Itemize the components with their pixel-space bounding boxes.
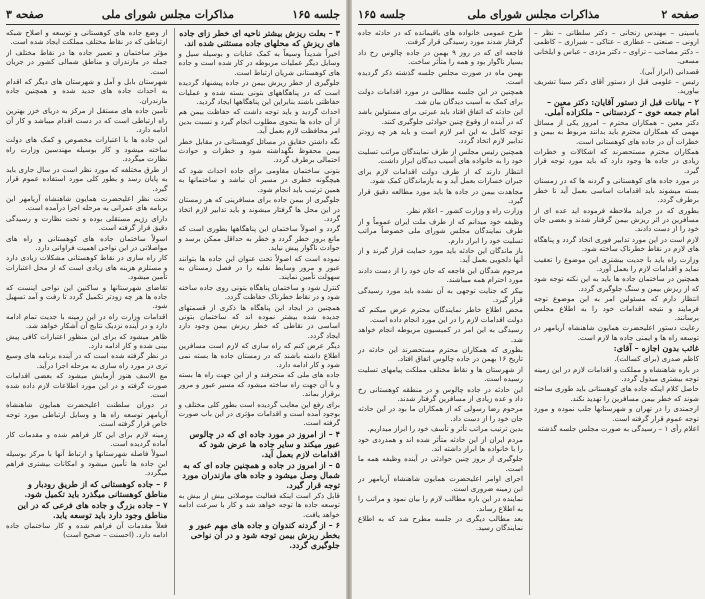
paragraph: نموده است که اصولاً تحت عنوان این جاده ها بتوانند عبور و مرور وسایط نقلیه را در فصل زمستان به سهولت تأمین نمایند. (178, 253, 340, 282)
paragraph: همچنین رئیس مجلس از طرف نمایندگان مراتب تسلیت خود را به خانواده های آسیب دیدگان ابراز داشت. (358, 146, 523, 166)
paragraph: ۷ – جاده بزرگ و جاده های فرعی که در این مناطق وجود دارد باید توسعه یابد. (17, 499, 168, 520)
paragraph: لازم است در این مورد تدابیر فوری اتخاذ گردد و پناهگاه های لازم در نقاط خطرناک ساخته شود. (534, 234, 699, 254)
page-number: صفحه ۲ (661, 7, 699, 21)
paragraph: همچنین در این جلسه مطالبی در مورد اقدامات دولت برای کمک به آسیب دیدگان بیان شد. (358, 87, 523, 106)
paragraph: از شهرستان ها و نقاط مختلف مملکت پیامهای تسلیت رسیده است. (358, 364, 523, 384)
paragraph: اسولاً فاصله شهرستانها و ارتباط آنها با مرکز بوسیله این جاده ها تأمین میشود و امکانات بیشتری فراهم میگردد. (6, 449, 168, 478)
paragraph: در دوران سلطنت اعلیحضرت همایون شاهنشاه آریامهر توسعه راه ها و وسایل ارتباطی مورد توجه خاص قرار گرفته است. (6, 400, 168, 429)
paragraph: کاظم صدری (برای کسالت). (614, 354, 699, 364)
paragraph: این حادثه در جاده چالوس و در منطقه کوهستانی رخ داد و عده زیادی از مسافرین گرفتار شدند. (358, 384, 523, 404)
paragraph: انتظار دارم که مسئولین امر به این موضوع توجه فرمایند و نتیجه اقدامات خود را به اطلاع مجلس برسانند. (534, 294, 699, 322)
paragraph: این جاده ها با اعتبارات مخصوص و کمک های دولت ساخته میشود و کار بوسیله مهندسین وزارت راه نظارت میگردد. (6, 135, 168, 164)
page-number: صفحه ۳ (6, 7, 44, 21)
left-page-left-column (6, 28, 168, 595)
paragraph: تقاضای شهرستانها و ساکنین این نواحی اینست که جاده ها هر چه زودتر تکمیل گردد تا رفت و آمد تسهیل شود. (6, 282, 168, 311)
right-page-right-column (529, 28, 699, 595)
paragraph: ظاهر میشود که برای این منظور اعتبارات کافی پیش بینی شده و کار ادامه دارد. (6, 331, 168, 350)
session-number: جلسه ۱۶۵ (358, 7, 406, 21)
paragraph: دکتر معین – همکاران محترم – امروز یکی از مسائل مهمی که همکاران محترم باید بدانند مربوط به بیمن و خطرات آن در جاده های کوهستانی است. (534, 117, 699, 146)
paragraph: مجاهدت بیمن در جاده ها باید مورد مطالعه دقیق قرار گیرد. (358, 186, 523, 205)
paragraph: فعلاً مقدمات آن فراهم شده و کار ساختمان جاده ادامه دارد. (احسنت – صحیح است) (6, 520, 168, 540)
paragraph: یاسینی – مهندس زنجانی – دکتر سلطانی – نظر – ارونی – صنعتی – عطاری – عتاکی – شیرازی – کاظمی – دکتر مصاحب – تراوی – دکتر مژدی – عباس و ایلخانی مسعی. (534, 28, 699, 66)
paragraph: اسولاً ساختمان جاده های کوهستانی و راه های مواصلاتی در این نواحی اهمیت فراوانی دارد. (6, 233, 168, 252)
paragraph: ۶ – از گردنه کندوان و جاده های مهم عبور و بخطر ریزش بیمن توجه شود و در آن نواحی جلوگیری گردد. (189, 520, 340, 551)
paragraph: وزارت راه و وزارت کشور – اعلام نظر. (406, 206, 523, 216)
paragraph: توجه کامل به این امر لازم است و باید هر چه زودتر تدابیر لازم اتخاذ گردد. (358, 127, 523, 146)
paragraph: رئیس – علومی قبل از دستور آقای دکتر سینا تشریف بیاورید. (534, 77, 699, 96)
paragraph: مردم ایران از این حادثه متأثر شده اند و همدردی خود را با خانواده ها ابراز داشته اند. (358, 434, 523, 454)
paragraph: تحت نظر اعلیحضرت همایون شاهنشاه آریامهر این برنامه های عمرانی به مرحله اجرا درآمده است. (6, 193, 168, 213)
right-page-columns (358, 28, 699, 595)
paragraph: بتونی ساختمان مقاومی برای جاده احداث شود که هیچگونه خطری در مسیر آن نباشد و ساختمانها به همین ترتیب باید انجام شود. (178, 165, 340, 194)
paragraph: دیگر عرض کنم که راه سازی که لازم است مسافرین اطلاع داشته باشند که در زمستان جاده ها بسته نمی شود و کار ادامه دارد. (178, 341, 340, 369)
paragraph: طرح عمومی خانواده های باقیمانده که در حادثه جاده گرفتار شدند مورد رسیدگی قرار گرفت. (358, 28, 523, 47)
session-number: جلسه ۱۶۵ (292, 7, 340, 21)
paragraph: جاده های ملی که منحرفند و از این جهت راه ها بسته و با آن جهت راه ساخته میشود که مسیر عبور و مرور برقرار بماند. (178, 370, 340, 399)
paragraph: زمینه لازم برای این کار فراهم شده و مقدمات کار آماده گردیده است. (6, 429, 168, 449)
paragraph: مؤثر ساختمان و تعمیر جاده ها در نقاط مختلف از جمله در مازندران و مناطق شمالی کشور در جریان است. (6, 47, 168, 76)
running-title: مذاکرات مجلس شورای ملی (467, 7, 600, 21)
paragraph: جلوگیری از خطر ریزش بیمن در جاده پیشنهاد گردیده است که در پناهگاههای بتونی بسته شده و عملیات حفاظتی باشند بنابراین این پناهگاهها ایجاد گردید. (178, 78, 340, 107)
paragraph: محض اطلاع خاطر نمایندگان محترم عرض میکنم که دولت اقدامات لازم را در این مورد انجام داده است. (358, 305, 523, 324)
paragraph: کار راه سازی در نقاط کوهستانی مشکلات زیادی دارد و مستلزم هزینه های زیادی است که از محل اعتبارات تأمین میشود. (6, 253, 168, 282)
paragraph: تأمین جاده های مستقل از مرکز به دریای خزر بهترین راه ارتباطی است که در دست اقدام میباشد و کار آن ادامه دارد. (6, 106, 168, 135)
paragraph: اقدامات وزارت راه در این زمینه با جدیت تمام ادامه دارد و در آینده نزدیک نتایج آن آشکار خواهد شد. (6, 311, 168, 331)
paragraph: مع الاسف هنوز آزمایش میشود که بعضی اقدامات صورت گرفته و در این مورد اطلاعات لازم داده شده است. (6, 371, 168, 400)
paragraph: بیکر که جنایت توجهی به آن نشده باید مورد رسیدگی قرار گیرد. (358, 285, 523, 304)
paragraph: گردد و اصولاً ساختمان این پناهگاهها بطوری است که مانع بروز خطر گردد و خطر به حداقل ممکن برسد و حوادث ناگوار پیش نیاید. (178, 224, 340, 253)
paragraph: ارجمندی را در تهران و شهرستانها جلب نموده و مورد توجه عموم قرار گرفته است. (534, 404, 699, 423)
left-page (0, 0, 346, 599)
paragraph: در مورد جاده های کوهستانی و گردنه ها که در زمستان بسته میشوند باید اقدامات اساسی بعمل آید تا خطر برطرف گردد. (534, 176, 699, 205)
right-page (352, 0, 705, 599)
paragraph: دارای رژیم مستقلی بوده و تحت نظارت و رسیدگی دقیق قرار گرفته است. (6, 213, 168, 233)
paragraph: از طرق مختلفه که مورد نظر است در سال جاری باید به پایان رسد و بطور کلی مورد استفاده عموم قرار گیرد. (6, 164, 168, 193)
paragraph: ۴ – از امروز در مورد جاده ای که در چالوس عبور میکند و سایر جاده ها عرض شود که اقدامات لازم بعمل آید. (189, 428, 340, 459)
paragraph: همچنین در ساختمان جاده ها باید به این نکته توجه شود که از ریزش بیمن و سنگ جلوگیری گردد. (534, 274, 699, 293)
paragraph: غائب بدون اجازه – آقای: (613, 343, 699, 354)
paragraph: بطوری که همکاران محترم مستحضرند این حادثه در تاریخ ۱۶ بهمن در جاده چالوس اتفاق افتاد. (358, 345, 523, 364)
paragraph: حاصل کلام اینکه جاده های کوهستانی باید طوری ساخته شوند که خطر بیمن مسافرین را تهدید نکند. (534, 384, 699, 403)
left-page-header (6, 4, 340, 25)
paragraph: اجرای اوامر اعلیحضرت همایون شاهنشاه آریامهر در این زمینه ضروری است. (358, 474, 523, 493)
paragraph: نماینده در این باره مطالب لازم را بیان نمود و مراتب را به اطلاع رساند. (358, 494, 523, 513)
paragraph: همکاران محترم مستحضرند که اشکالات و خطرات زیادی در جاده ها وجود دارد که باید مورد توجه قرار گیرد. (534, 147, 699, 175)
paragraph: مرحوم رضا رسولی که از همکاران ما بود در این حادثه جان خود را از دست داد. (358, 404, 523, 423)
paragraph: این حادثه که اتفاق افتاد باید عبرتی برای مسئولین باشد که در آینده از وقوع چنین حوادثی جلوگیری کنند. (358, 107, 523, 126)
paragraph: کنترل شود و ساختمان پناهگاه بتونی روی جاده ساخته شود و در نقاط خطرناک حفاظت گردد. (178, 282, 340, 302)
paragraph: قابل ذکر است اینکه فعالیت موصلاتی بیش از بیش به توسعه جاده ها توجه خواهد شد و کار با سرعت ادامه خواهد یافت. (178, 490, 340, 519)
paragraph: همچنین در ایجاد این پناهگاه ها ذکری از قسمتهای جدیده شده بیشتر نموده اند که ساختمان بتونی اساسی در نقاطی که خطر ریزش بیمن وجود دارد ایجاد گردد. (178, 302, 340, 340)
paragraph: برای رفع این معایب گردیده است بطور کلی مختلف و بوجود آمده است و اقدامات مؤثری در این باب صورت گرفته است. (178, 399, 340, 428)
paragraph: بطوری که در جراید ملاحظه فرموده اید عده ای از مسافرین در اثر ریزش بیمن گرفتار شدند و بعضی جان خود را از دست دادند. (534, 205, 699, 234)
paragraph: در نظر گرفته شده است که در آینده برنامه های وسیع تری در مورد راه سازی به مرحله اجرا درآید. (6, 351, 168, 370)
paragraph: باز ماندگان این حادثه باید مورد حمایت قرار گیرند و از آنها دلجویی بعمل آید. (358, 245, 523, 265)
right-page-left-column (358, 28, 523, 595)
paragraph: بدین ترتیب مراتب تأثر و تأسف خود را ابراز میداریم. (367, 424, 523, 434)
paragraph: رعایت دستور اعلیحضرت همایون شاهنشاه آریامهر در توسعه راه ها و ایمنی جاده ها لازم است. (534, 323, 699, 342)
paragraph: اخیراً شدیداً وسیعاً به کمک عنایات و بوسیله سیل و وسایل دیگر عملیات مربوطه در کار شده است و جاده های کوهستانی شریان ارتباط است. (178, 49, 340, 77)
paragraph: بهمن ماه در صورت مجلس جلسه گذشته ذکر گردیده است. (358, 67, 523, 87)
paragraph: مرحوم شدگان این فاجعه که جان خود را از دست دادند مورد احترام همه میباشند. (358, 265, 523, 285)
left-page-right-column (174, 28, 341, 595)
paragraph: وزارت راه باید با جدیت بیشتری این موضوع را تعقیب نماید و اقدامات لازم را بعمل آورد. (534, 254, 699, 273)
left-page-columns (6, 28, 340, 595)
paragraph: قصدانی (ابراز آبی). (639, 66, 699, 76)
paragraph: فاجعه ای که در روز ۹ بهمن در جاده چالوس رخ داد بسیار ناگوار بود و همه را متأثر ساخت. (358, 47, 523, 67)
paragraph: جلوگیری از بروز چنین حوادثی در آینده وظیفه همه ما است. (358, 454, 523, 473)
paragraph: احداث گردید و باید توجه داشت که حفاظت بیمن هم از آن جاده ها بنحوی مطلوب انجام گیرد و نسبت بدین امر محافظت لازم بعمل آید. (178, 107, 340, 136)
paragraph: وظیفه خود میدانم که از طرف ملت ایران عموماً و از طرف نمایندگان مجلس شورای ملی خصوصاً مراتب تسلیت خود را ابراز دارم. (358, 216, 523, 245)
paragraph: ۵ – از امروز در جاده و همچنین جاده ای که به شمال وصل میشود و جاده های مازندران مورد توجه قرار گیرد. (182, 459, 340, 490)
paragraph: از وضع جاده های کوهستانی و توسعه و اصلاح شبکه ارتباطی که در نقاط مختلف مملکت ایجاد شده است. (6, 28, 168, 47)
paragraph: در باره شاهنشاه و مملکت و اقدامات لازم در این زمینه توجه بیشتری مبذول گردد. (534, 364, 699, 383)
paragraph: ۳ – بعلت ریزش بیشتر ناحیه ای خطر زای جاده های ریزش که محلهای جاده مستثنی شده اند. (179, 28, 340, 48)
running-title: مذاکرات مجلس شورای ملی (101, 7, 235, 21)
paragraph: رسیدگی به این امر در کمیسیون مربوطه انجام خواهد شد. (358, 325, 523, 344)
paragraph: شهرستان بابل و آمل و شهرستان های دیگر که اقدام به احداث جاده های جدید شده و همچنین جاده مازندران. (6, 77, 168, 105)
paragraph: نگه داشتن حقایق در مسائل کوهستانی در مقابل خطر بیمن محفوظ نگهداشته شود و خطرات و حوادث احتمالی برطرف گردد. (178, 136, 340, 165)
paragraph: جلوگیری از بیمن جاده برای مسافرینی که هر زمستان در این محل ها گرفتار میشوند و باید تدابیر لازم اتخاذ گردد. (178, 195, 340, 223)
paragraph: ۲ – بیانات قبل از دستور آقایان: دکتر معین – امام جمعه خوی – کردستانی – ملکزاده آملی. (544, 96, 699, 117)
paragraph: بعد مطالب دیگری در جلسه مطرح شد که به اطلاع نمایندگان رسید. (358, 513, 523, 533)
paragraph: اعلام رأی ۱ – رسیدگی به صورت مجلس جلسه گذشته (537, 424, 699, 434)
paragraph: ۶ – جاده کوهستانی که از طریق رودبار و مناطق کوهستانی میگذرد باید تکمیل شود. (24, 478, 168, 499)
right-page-header (358, 4, 699, 25)
paragraph: انتظار دارند که از طرف دولت اقدامات لازم برای جبران خسارات بعمل آید و به بازماندگان کمک شود. (358, 166, 523, 186)
